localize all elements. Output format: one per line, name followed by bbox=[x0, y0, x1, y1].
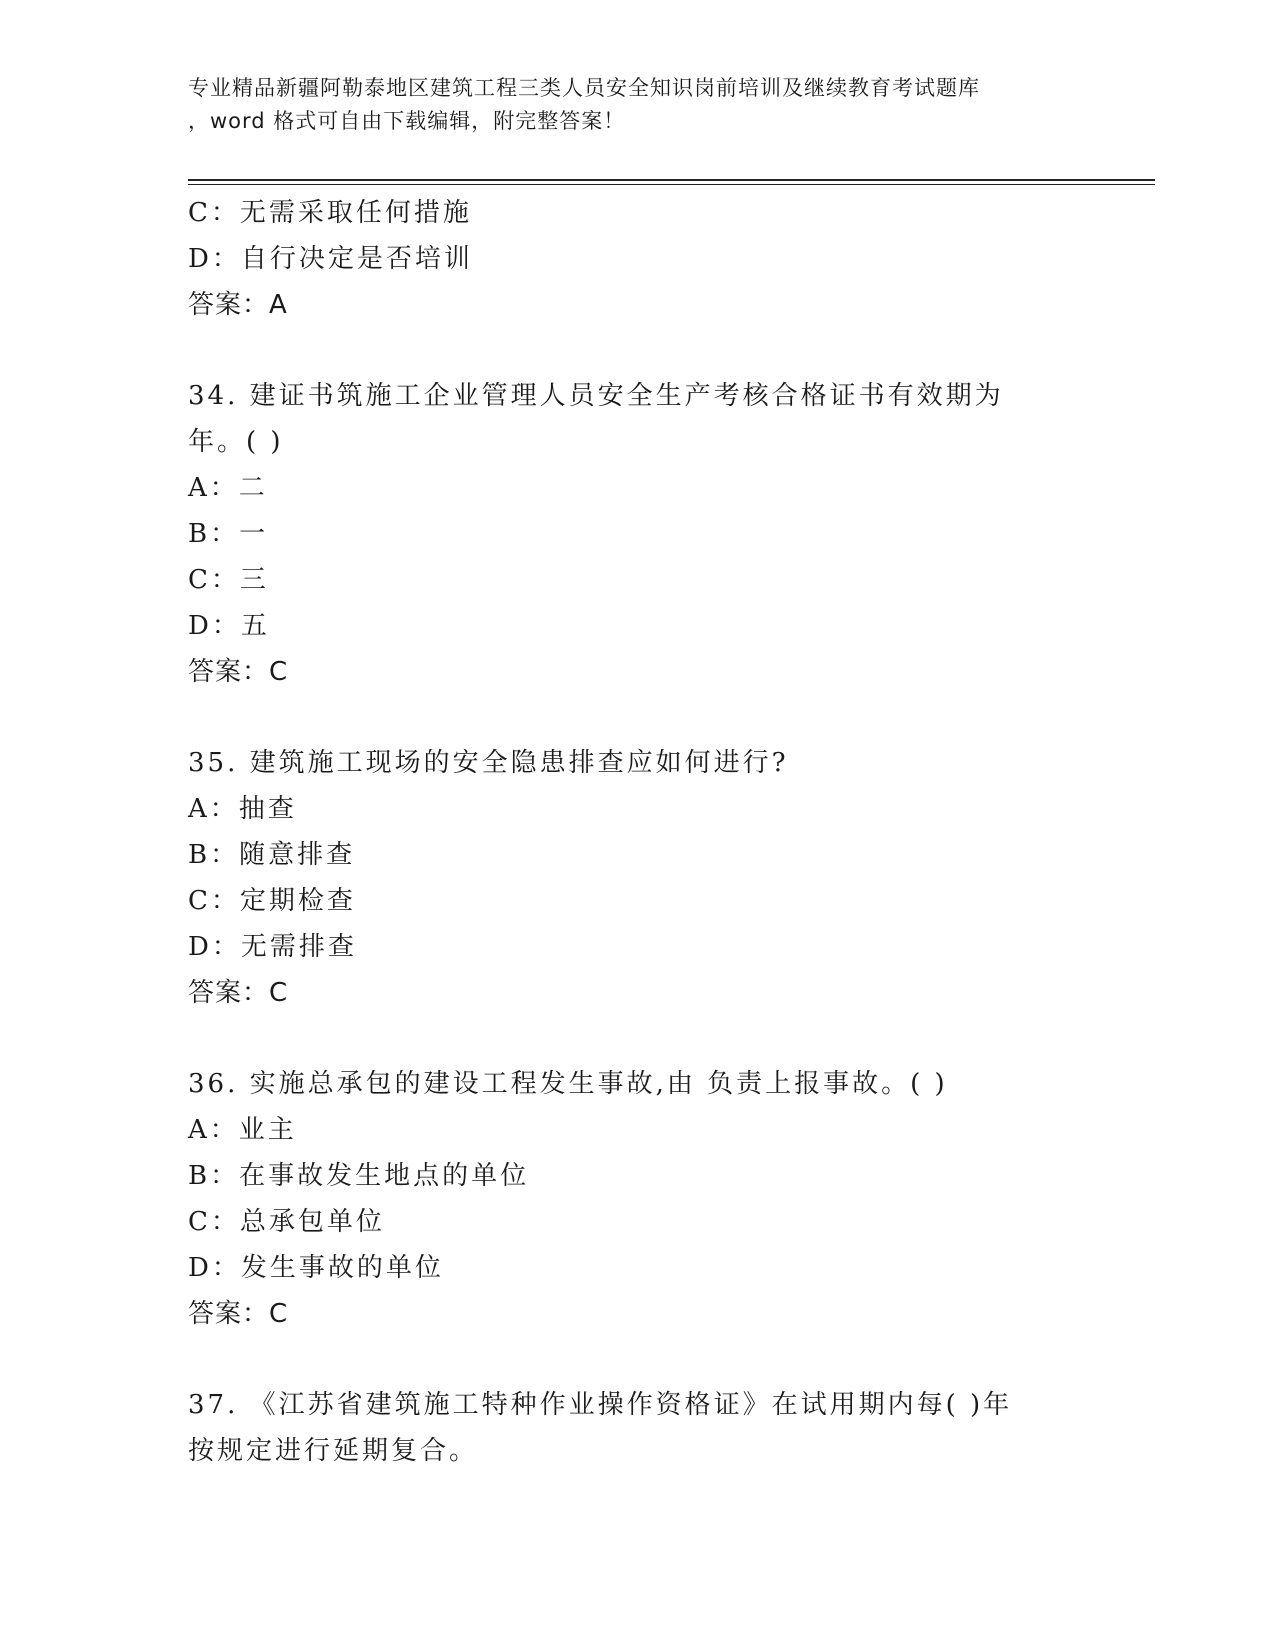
question-list bbox=[188, 190, 1148, 1474]
question-block-34 bbox=[188, 373, 1148, 695]
question-text-continued: 按规定进行延期复合。 bbox=[188, 1436, 479, 1466]
option-a: A：抽查 bbox=[188, 794, 297, 824]
question-text: 34. 建证书筑施工企业管理人员安全生产考核合格证书有效期为 bbox=[188, 381, 1004, 411]
header-title-line-1: 专业精品新疆阿勒泰地区建筑工程三类人员安全知识岗前培训及继续教育考试题库 bbox=[188, 76, 980, 100]
question-block-35 bbox=[188, 740, 1148, 1016]
header-divider-thin bbox=[188, 184, 1155, 185]
option-c: C：总承包单位 bbox=[188, 1207, 385, 1237]
question-text: 37. 《江苏省建筑施工特种作业操作资格证》在试用期内每( )年 bbox=[188, 1390, 1013, 1420]
option-d: D：五 bbox=[188, 611, 270, 641]
option-d: D：无需排查 bbox=[188, 932, 357, 962]
answer-line: 答案：A bbox=[188, 290, 288, 320]
document-header bbox=[188, 72, 1148, 138]
answer-line: 答案：C bbox=[188, 978, 289, 1008]
question-block-37 bbox=[188, 1382, 1148, 1474]
header-title-line-2: ，word 格式可自由下载编辑，附完整答案！ bbox=[188, 109, 626, 133]
question-text: 36. 实施总承包的建设工程发生事故,由 负责上报事故。( ) bbox=[188, 1069, 948, 1099]
option-a: A：二 bbox=[188, 473, 268, 503]
question-text: 35. 建筑施工现场的安全隐患排查应如何进行? bbox=[188, 748, 789, 778]
option-b: B：一 bbox=[188, 519, 269, 549]
option-c: C：三 bbox=[188, 565, 269, 595]
option-a: A：业主 bbox=[188, 1115, 297, 1145]
option-b: B：随意排查 bbox=[188, 840, 356, 870]
option-d: D：发生事故的单位 bbox=[188, 1253, 444, 1283]
option-c: C：无需采取任何措施 bbox=[188, 198, 472, 228]
answer-line: 答案：C bbox=[188, 1299, 289, 1329]
question-text-continued: 年。( ) bbox=[188, 427, 284, 457]
question-block-33-partial bbox=[188, 190, 1148, 328]
option-b: B：在事故发生地点的单位 bbox=[188, 1161, 530, 1191]
option-d: D：自行决定是否培训 bbox=[188, 244, 473, 274]
option-c: C：定期检查 bbox=[188, 886, 356, 916]
header-divider-thick bbox=[188, 179, 1155, 181]
answer-line: 答案：C bbox=[188, 657, 289, 687]
question-block-36 bbox=[188, 1061, 1148, 1337]
